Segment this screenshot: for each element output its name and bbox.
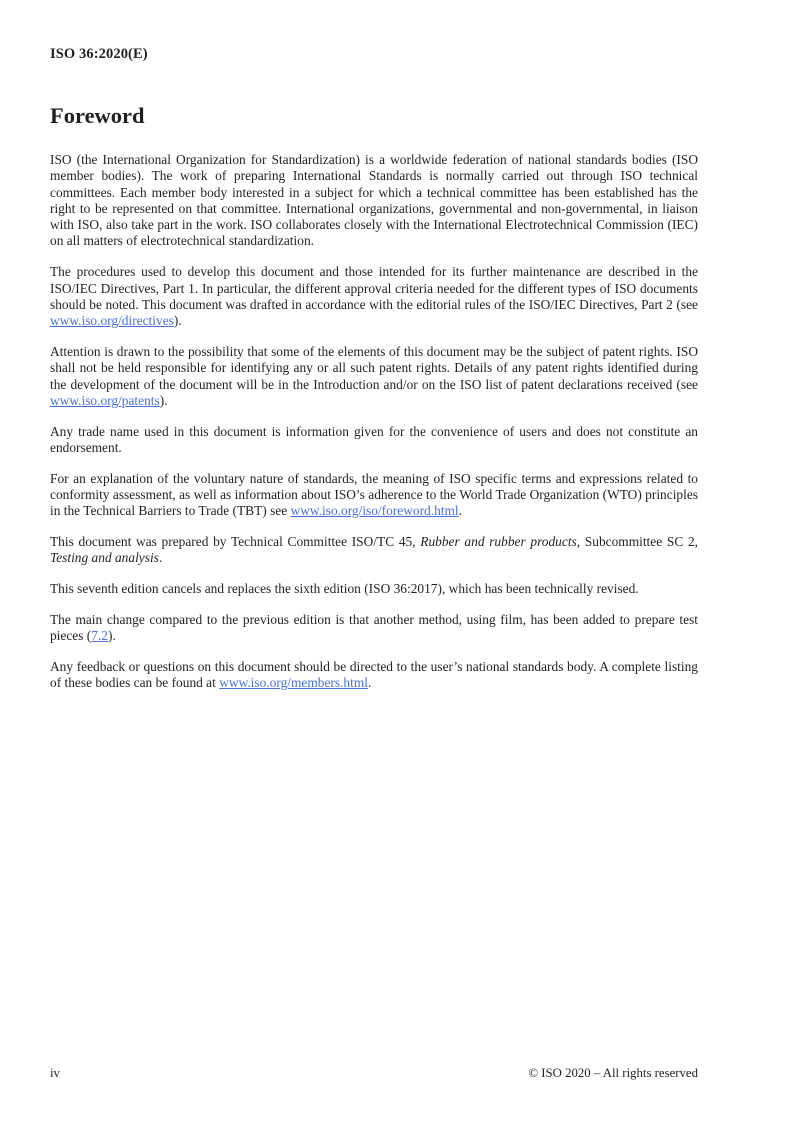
text-run: ISO (the International Organization for Standardization) is a worldwide federation of national standards bodies (ISO member bodies). The work of preparing International Standards is normally carried out through ISO technical committees. Each member body interested in a subject for which a technical committee has been established has the right to be represented on that committee. International organizations, governmental and non-governmental, in liaison with ISO, also take part in the work. ISO collaborates closely with the International Electrotechnical Commission (IEC) on all matters of electrotechnical standardization. bbox=[50, 152, 698, 249]
document-reference: ISO 36:2020(E) bbox=[50, 46, 148, 62]
paragraph bbox=[50, 534, 698, 567]
text-run: Attention is drawn to the possibility that some of the elements of this document may be the subject of patent rights. ISO shall not be held responsible for identifying any or all such patent rights. Details of any patent rights identified during the development of the document will be in the Introduction and/or on the ISO list of patent declarations received (see bbox=[50, 343, 698, 392]
paragraph bbox=[50, 344, 698, 409]
paragraph bbox=[50, 264, 698, 329]
text-run: , Subcommittee SC 2, bbox=[576, 534, 698, 550]
text-run: This document was prepared by Technical Committee ISO/TC 45, bbox=[50, 534, 421, 550]
text-run: The main change compared to the previous edition is that another method, using film, has been added to prepare test pieces ( bbox=[50, 612, 698, 644]
paragraph bbox=[50, 424, 698, 457]
paragraph bbox=[50, 471, 698, 520]
italic-text: Rubber and rubber products bbox=[420, 534, 577, 550]
text-run: . bbox=[458, 503, 463, 519]
hyperlink[interactable]: www.iso.org/members.html bbox=[219, 675, 368, 691]
paragraph bbox=[50, 581, 698, 597]
hyperlink[interactable]: www.iso.org/patents bbox=[50, 392, 160, 408]
text-run: ). bbox=[159, 392, 168, 408]
text-run: ). bbox=[108, 628, 116, 644]
copyright-notice: © ISO 2020 – All rights reserved bbox=[528, 1066, 698, 1080]
text-run: Any trade name used in this document is information given for the convenience of users and does not constitute an endorsement. bbox=[50, 423, 698, 455]
text-run: ). bbox=[173, 313, 182, 329]
paragraph bbox=[50, 612, 698, 645]
text-run: This seventh edition cancels and replaces the sixth edition (ISO 36:2017), which has been technically revised. bbox=[50, 581, 639, 597]
paragraph bbox=[50, 152, 698, 250]
paragraph bbox=[50, 659, 698, 692]
hyperlink[interactable]: 7.2 bbox=[91, 628, 109, 644]
italic-text: Testing and analysis bbox=[50, 550, 159, 566]
page-number: iv bbox=[50, 1066, 60, 1080]
hyperlink[interactable]: www.iso.org/iso/foreword.html bbox=[290, 503, 459, 519]
page-footer bbox=[50, 1066, 698, 1081]
text-run: The procedures used to develop this document and those intended for its further maintenance are described in the ISO/IEC Directives, Part 1. In particular, the different approval criteria needed for the different types of ISO documents should be noted. This document was drafted in accordance with the editorial rules of the ISO/IEC Directives, Part 2 (see bbox=[50, 264, 698, 312]
text-run: . bbox=[158, 550, 163, 566]
text-run: . bbox=[367, 675, 372, 691]
text-run: Any feedback or questions on this document should be directed to the user’s national standards body. A complete listing of these bodies can be found at bbox=[50, 659, 698, 691]
foreword-body bbox=[50, 152, 698, 706]
hyperlink[interactable]: www.iso.org/directives bbox=[50, 313, 174, 329]
text-run: For an explanation of the voluntary nature of standards, the meaning of ISO specific terms and expressions related to conformity assessment, as well as information about ISO’s adherence to the World Trade Organization (WTO) principles in the Technical Barriers to Trade (TBT) see bbox=[50, 470, 698, 519]
page-title: Foreword bbox=[50, 103, 145, 128]
